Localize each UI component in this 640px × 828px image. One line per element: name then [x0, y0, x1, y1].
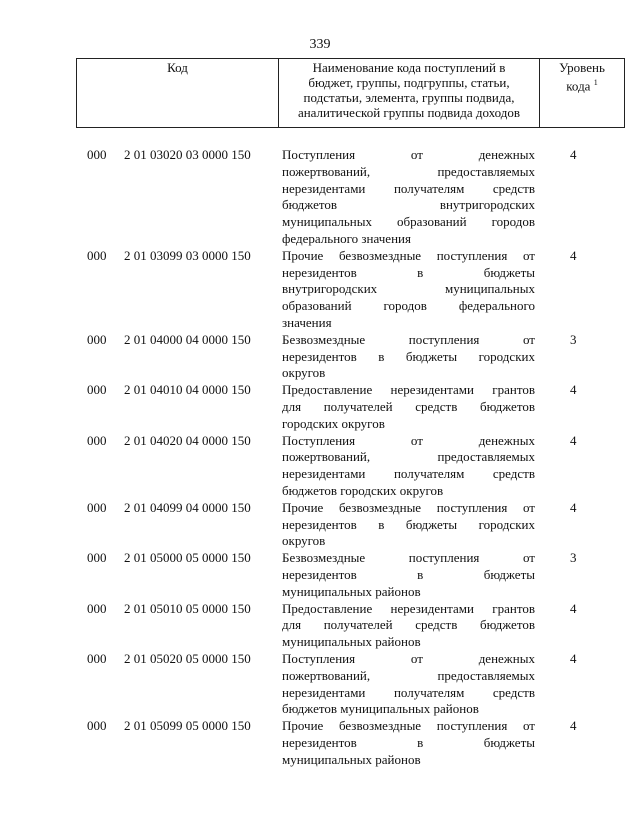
- admin-code: 000: [87, 650, 107, 666]
- name-word: денежных: [478, 147, 535, 162]
- name-line: [282, 416, 535, 433]
- revenue-name: [282, 147, 535, 248]
- header-level-line: кода $^1$: [566, 78, 598, 94]
- name-word: городов: [491, 214, 535, 230]
- name-word: федерального значения: [282, 230, 411, 246]
- name-line: [282, 584, 535, 601]
- admin-code: 000: [87, 247, 107, 263]
- name-word: округов: [282, 365, 326, 381]
- name-word: получателям: [393, 180, 465, 196]
- name-word: безвозмездные: [338, 499, 422, 515]
- name-word: пожертвований,: [282, 449, 371, 465]
- name-word: городских округов: [282, 415, 385, 431]
- name-word: муниципальных: [444, 281, 535, 297]
- name-line: [282, 315, 535, 332]
- name-line: [282, 701, 535, 718]
- name-word: от: [522, 718, 535, 734]
- name-word: предоставляемых: [437, 667, 535, 683]
- header-level: [540, 59, 625, 128]
- name-line: [282, 181, 535, 198]
- name-word: Поступления: [282, 147, 356, 162]
- code-level: 4: [570, 382, 577, 398]
- name-word: бюджеты: [405, 516, 458, 532]
- name-word: внутригородских: [282, 281, 378, 297]
- name-line: [282, 382, 535, 399]
- header-name-line: аналитической группы подвида доходов: [297, 105, 521, 120]
- name-word: Предоставление: [282, 382, 373, 398]
- name-word: бюджетов: [282, 197, 338, 213]
- name-word: Безвозмездные: [282, 550, 366, 566]
- name-word: предоставляемых: [437, 449, 535, 465]
- table-row: [0, 147, 640, 248]
- name-line: [282, 466, 535, 483]
- name-word: от: [522, 499, 535, 515]
- name-line: [282, 668, 535, 685]
- name-word: средств: [492, 180, 535, 196]
- name-word: от: [410, 432, 423, 448]
- name-word: нерезидентов: [282, 734, 357, 750]
- name-line: [282, 265, 535, 282]
- code-level: 4: [570, 432, 577, 448]
- table-row: [0, 382, 640, 432]
- name-line: [282, 281, 535, 298]
- name-line: [282, 617, 535, 634]
- name-word: значения: [282, 314, 332, 330]
- name-word: муниципальных районов: [282, 751, 421, 767]
- revenue-name: [282, 651, 535, 718]
- revenue-code: 2 01 05000 05 0000 150: [124, 550, 251, 566]
- name-word: Прочие: [282, 718, 324, 734]
- admin-code: 000: [87, 718, 107, 734]
- name-word: в: [417, 734, 424, 750]
- name-word: от: [522, 331, 535, 347]
- name-word: пожертвований,: [282, 667, 371, 683]
- name-word: средств: [492, 466, 535, 482]
- header-code: Код: [77, 59, 279, 128]
- revenue-name: [282, 433, 535, 500]
- name-word: нерезидентов: [282, 566, 357, 582]
- revenue-name: [282, 382, 535, 432]
- name-word: бюджетов городских округов: [282, 482, 444, 498]
- name-word: образований: [397, 214, 467, 230]
- name-word: Поступления: [282, 432, 356, 448]
- code-level: 3: [570, 331, 577, 347]
- name-word: пожертвований,: [282, 163, 371, 179]
- name-word: от: [410, 147, 423, 162]
- table-row: [0, 332, 640, 382]
- revenue-code: 2 01 05020 05 0000 150: [124, 650, 251, 666]
- admin-code: 000: [87, 382, 107, 398]
- name-word: безвозмездные: [338, 718, 422, 734]
- name-word: нерезидентами: [390, 382, 474, 398]
- revenue-name: [282, 718, 535, 768]
- header-name-line: Наименование кода поступлений в: [312, 60, 506, 75]
- admin-code: 000: [87, 432, 107, 448]
- name-line: [282, 449, 535, 466]
- name-word: бюджетов: [479, 617, 535, 633]
- name-line: [282, 248, 535, 265]
- name-word: поступления: [436, 499, 508, 515]
- admin-code: 000: [87, 499, 107, 515]
- name-word: для: [282, 398, 302, 414]
- header-level-line: Уровень: [559, 60, 605, 75]
- name-word: поступления: [408, 550, 480, 566]
- header-name-line: бюджет, группы, подгруппы, статьи,: [308, 75, 510, 90]
- table-row: [0, 601, 640, 651]
- name-word: от: [522, 247, 535, 263]
- name-word: получателей: [323, 617, 393, 633]
- name-word: Поступления: [282, 650, 356, 666]
- name-word: нерезидентами: [390, 600, 474, 616]
- name-word: нерезидентов: [282, 348, 357, 364]
- revenue-name: [282, 248, 535, 332]
- name-word: нерезидентами: [282, 466, 366, 482]
- name-line: [282, 147, 535, 164]
- name-word: Прочие: [282, 499, 324, 515]
- header-name-line: подстатьи, элемента, группы подвида,: [303, 90, 515, 105]
- code-level: 4: [570, 650, 577, 666]
- table-row: [0, 500, 640, 550]
- name-word: городов: [383, 298, 427, 314]
- revenue-name: [282, 550, 535, 600]
- name-word: в: [378, 348, 385, 364]
- name-word: бюджеты: [483, 566, 535, 582]
- revenue-code: 2 01 03099 03 0000 150: [124, 247, 251, 263]
- header-name: [279, 59, 540, 128]
- footnote-marker: 1: [593, 78, 598, 87]
- name-word: поступления: [408, 331, 480, 347]
- name-line: [282, 500, 535, 517]
- revenue-name: [282, 601, 535, 651]
- table-row: [0, 718, 640, 768]
- name-word: в: [417, 264, 424, 280]
- name-line: [282, 601, 535, 618]
- name-line: [282, 735, 535, 752]
- name-word: образований: [282, 298, 352, 314]
- name-line: [282, 634, 535, 651]
- name-word: Прочие: [282, 247, 324, 263]
- name-word: нерезидентов: [282, 516, 357, 532]
- name-word: получателям: [393, 684, 465, 700]
- name-line: [282, 718, 535, 735]
- name-line: [282, 365, 535, 382]
- name-word: грантов: [492, 600, 535, 616]
- table-row: [0, 433, 640, 500]
- revenue-name: [282, 332, 535, 382]
- name-word: получателей: [323, 398, 393, 414]
- code-level: 3: [570, 550, 577, 566]
- revenue-code: 2 01 05099 05 0000 150: [124, 718, 251, 734]
- name-word: округов: [282, 533, 326, 549]
- revenue-code: 2 01 04099 04 0000 150: [124, 499, 251, 515]
- name-word: федерального: [458, 298, 535, 314]
- name-word: в: [417, 566, 424, 582]
- name-line: [282, 651, 535, 668]
- name-word: поступления: [436, 718, 508, 734]
- name-line: [282, 685, 535, 702]
- name-word: безвозмездные: [338, 247, 422, 263]
- name-word: денежных: [478, 432, 535, 448]
- table-body: [0, 147, 640, 768]
- name-word: от: [410, 650, 423, 666]
- code-level: 4: [570, 247, 577, 263]
- name-word: поступления: [436, 247, 508, 263]
- name-word: средств: [415, 617, 458, 633]
- name-word: бюджетов: [479, 398, 535, 414]
- revenue-code: 2 01 05010 05 0000 150: [124, 600, 251, 616]
- name-word: муниципальных районов: [282, 634, 421, 650]
- name-word: в: [378, 516, 385, 532]
- table-row: [0, 550, 640, 600]
- name-word: нерезидентами: [282, 684, 366, 700]
- revenue-code: 2 01 04000 04 0000 150: [124, 331, 251, 347]
- revenue-code: 2 01 04010 04 0000 150: [124, 382, 251, 398]
- name-line: [282, 483, 535, 500]
- name-word: бюджеты: [483, 734, 535, 750]
- name-word: муниципальных: [282, 214, 373, 230]
- name-word: предоставляемых: [437, 163, 535, 179]
- name-word: городских: [478, 516, 535, 532]
- admin-code: 000: [87, 147, 107, 162]
- page-number: 339: [309, 37, 331, 52]
- code-level: 4: [570, 718, 577, 734]
- name-word: муниципальных районов: [282, 583, 421, 599]
- name-line: [282, 164, 535, 181]
- admin-code: 000: [87, 331, 107, 347]
- code-level: 4: [570, 147, 577, 162]
- name-line: [282, 752, 535, 769]
- name-word: Безвозмездные: [282, 331, 366, 347]
- name-line: [282, 231, 535, 248]
- name-word: городских: [478, 348, 535, 364]
- revenue-name: [282, 500, 535, 550]
- name-word: внутригородских: [439, 197, 535, 213]
- code-level: 4: [570, 499, 577, 515]
- name-line: [282, 332, 535, 349]
- table-header: [76, 58, 625, 128]
- name-word: Предоставление: [282, 600, 373, 616]
- revenue-code: 2 01 04020 04 0000 150: [124, 432, 251, 448]
- name-word: нерезидентами: [282, 180, 366, 196]
- name-word: получателям: [393, 466, 465, 482]
- admin-code: 000: [87, 550, 107, 566]
- revenue-code: 2 01 03020 03 0000 150: [124, 147, 251, 162]
- admin-code: 000: [87, 600, 107, 616]
- name-line: [282, 214, 535, 231]
- name-line: [282, 298, 535, 315]
- name-line: [282, 399, 535, 416]
- table-row: [0, 651, 640, 718]
- name-line: [282, 567, 535, 584]
- name-line: [282, 197, 535, 214]
- name-line: [282, 433, 535, 450]
- name-word: бюджетов муниципальных районов: [282, 701, 479, 717]
- name-word: от: [522, 550, 535, 566]
- name-line: [282, 517, 535, 534]
- name-line: [282, 349, 535, 366]
- name-word: средств: [415, 398, 458, 414]
- name-word: грантов: [492, 382, 535, 398]
- table-row: [0, 248, 640, 332]
- name-word: бюджеты: [405, 348, 458, 364]
- name-word: денежных: [478, 650, 535, 666]
- name-word: средств: [492, 684, 535, 700]
- code-level: 4: [570, 600, 577, 616]
- name-word: бюджеты: [483, 264, 535, 280]
- name-word: для: [282, 617, 302, 633]
- name-line: [282, 533, 535, 550]
- name-word: нерезидентов: [282, 264, 357, 280]
- name-line: [282, 550, 535, 567]
